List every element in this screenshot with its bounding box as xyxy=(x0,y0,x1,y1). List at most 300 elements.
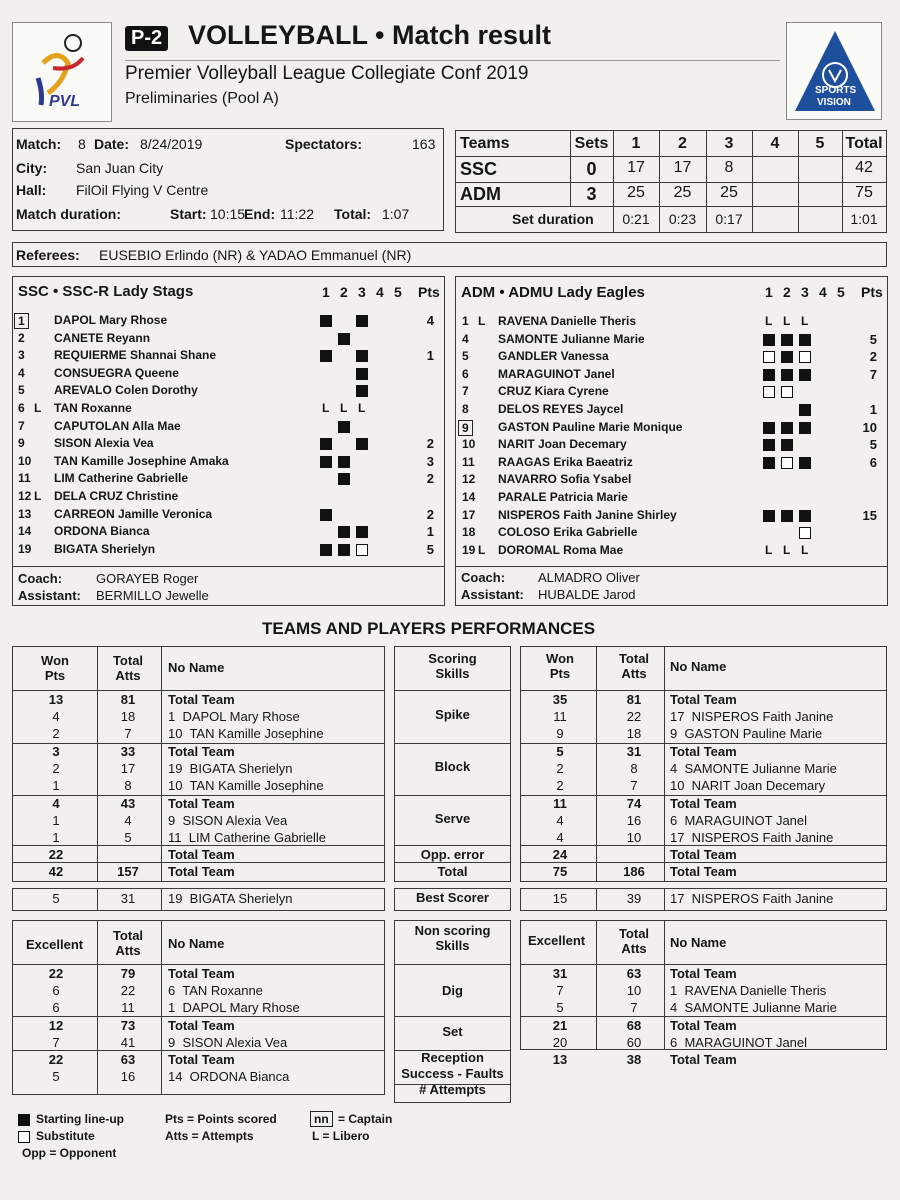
set4-header: 4 xyxy=(770,135,780,152)
ns-player-name: 1 DAPOL Mary Rhose xyxy=(168,1000,300,1015)
skill-label: Spike xyxy=(435,707,470,722)
player-number: 10 xyxy=(18,453,32,468)
won-value: 75 xyxy=(552,864,568,879)
set-header-4: 4 xyxy=(376,284,384,300)
starter-square xyxy=(763,369,775,381)
grid-vline xyxy=(97,888,98,911)
ns-player-name: Total Team xyxy=(670,1052,737,1067)
team2-code: ADM xyxy=(460,184,501,204)
excellent-value: 6 xyxy=(52,1000,60,1015)
starter-square xyxy=(320,509,332,521)
excellent-header: Excellent xyxy=(26,937,84,952)
libero-set-mark: L xyxy=(322,401,330,415)
player-number: 1 xyxy=(462,314,469,328)
player-points: 4 xyxy=(426,313,434,328)
won-value: 4 xyxy=(556,830,564,845)
atts-value: 8 xyxy=(124,778,132,793)
team2-set3: 25 xyxy=(720,184,738,201)
sports-vision-text1: SPORTS xyxy=(815,85,857,96)
starter-square xyxy=(338,333,350,345)
atts-value: 81 xyxy=(120,692,136,707)
total-atts-header: Total Atts xyxy=(112,653,144,683)
grid-hline xyxy=(394,862,511,863)
grid-hline xyxy=(520,1016,887,1017)
grid-vline xyxy=(161,646,162,882)
grid-vline xyxy=(664,646,665,882)
player-name: CRUZ Kiara Cyrene xyxy=(498,384,609,399)
starter-square xyxy=(781,334,793,346)
set-header-4: 4 xyxy=(819,284,827,300)
legend-atts: Atts = Attempts xyxy=(165,1129,254,1143)
ns-atts-value: 38 xyxy=(626,1052,642,1067)
starter-square xyxy=(799,334,811,346)
grid-hline xyxy=(394,795,511,796)
player-number: 8 xyxy=(462,402,469,416)
player-number: 6 xyxy=(18,401,25,415)
won-value: 9 xyxy=(556,726,564,741)
atts-value: 8 xyxy=(630,761,638,776)
skill-label: Opp. error xyxy=(420,847,485,862)
starter-square xyxy=(356,350,368,362)
player-name: SISON Alexia Vea xyxy=(54,436,154,451)
set3-duration: 0:17 xyxy=(715,211,743,227)
player-number: 4 xyxy=(18,365,25,380)
sets-header: Sets xyxy=(574,135,609,152)
player-name: PARALE Patricia Marie xyxy=(498,490,628,504)
player-name: CAPUTOLAN Alla Mae xyxy=(54,418,181,433)
skill-label: Set xyxy=(442,1024,463,1039)
grid-hline xyxy=(520,845,887,846)
libero-set-mark: L xyxy=(340,401,348,415)
player-name: RAVENA Danielle Theris xyxy=(498,314,637,328)
total-time: 1:07 xyxy=(382,206,410,222)
libero-set-mark: L xyxy=(783,314,791,328)
won-value: 2 xyxy=(52,761,60,776)
player-points: 2 xyxy=(426,471,434,487)
set2-header: 2 xyxy=(678,135,687,152)
referees-box xyxy=(12,242,887,267)
page-title: VOLLEYBALL • Match result xyxy=(188,20,551,50)
player-name: 11 LIM Catherine Gabrielle xyxy=(168,830,327,845)
set-header-1: 1 xyxy=(765,284,773,300)
starting-lineup-icon xyxy=(18,1114,30,1126)
teams-header: Teams xyxy=(460,135,510,152)
best-name: 17 NISPEROS Faith Janine xyxy=(670,891,834,906)
date-label: Date: xyxy=(94,136,130,152)
start-time: 10:15 xyxy=(210,206,246,222)
player-points: 2 xyxy=(869,349,877,365)
ns-player-name: 6 MARAGUINOT Janel xyxy=(670,1035,808,1050)
player-points: 7 xyxy=(869,366,877,382)
hall-value: FilOil Flying V Centre xyxy=(76,182,209,198)
player-name: Total Team xyxy=(670,796,737,811)
set-header-3: 3 xyxy=(801,284,809,300)
grid-vline xyxy=(596,646,597,882)
grid-hline xyxy=(520,862,887,863)
set1-header: 1 xyxy=(631,135,641,152)
ns-player-name: 6 TAN Roxanne xyxy=(168,983,263,998)
excellent-value: 5 xyxy=(52,1069,60,1084)
player-number: 12 xyxy=(18,489,32,503)
team-b-coach: ALMADRO Oliver xyxy=(538,570,640,585)
team2-sets: 3 xyxy=(586,184,597,204)
starter-square xyxy=(356,315,368,327)
skill-label: Block xyxy=(434,759,471,774)
ns-total-atts-header: Total Atts xyxy=(112,928,144,958)
score-grid xyxy=(455,130,887,233)
won-value: 4 xyxy=(52,709,60,724)
grid-vline xyxy=(596,888,597,911)
starter-square xyxy=(763,457,775,469)
player-points: 2 xyxy=(426,506,434,522)
player-number: 6 xyxy=(462,366,469,381)
grid-vline xyxy=(97,920,98,1095)
won-value: 4 xyxy=(556,813,564,828)
player-number: 12 xyxy=(462,472,476,487)
grid-vline xyxy=(596,920,597,1050)
spectators-count: 163 xyxy=(412,136,436,152)
best-name: 19 BIGATA Sherielyn xyxy=(168,891,293,906)
skill-label: Serve xyxy=(434,811,471,826)
ns-noname-header: No Name xyxy=(168,936,225,951)
player-name: Total Team xyxy=(670,744,737,759)
ns-atts-value: 41 xyxy=(120,1035,136,1050)
phase-name: Preliminaries (Pool A) xyxy=(125,90,279,107)
set-header-5: 5 xyxy=(837,284,845,300)
player-name: AREVALO Colen Dorothy xyxy=(54,383,198,398)
player-name: GANDLER Vanessa xyxy=(498,349,609,364)
player-name: 10 NARIT Joan Decemary xyxy=(670,778,826,793)
starter-square xyxy=(338,421,350,433)
player-points: 3 xyxy=(426,453,434,469)
starter-square xyxy=(338,456,350,468)
player-name: 17 NISPEROS Faith Janine xyxy=(670,709,834,724)
player-name: 1 DAPOL Mary Rhose xyxy=(168,709,300,724)
best-won: 15 xyxy=(552,891,568,906)
atts-value: 18 xyxy=(120,709,136,724)
best-atts: 39 xyxy=(626,891,642,906)
player-name: 19 BIGATA Sherielyn xyxy=(168,761,293,776)
ns-atts-value: 79 xyxy=(120,966,136,981)
ns-atts-value: 63 xyxy=(120,1052,136,1067)
substitute-square xyxy=(781,457,793,469)
starter-square xyxy=(338,473,350,485)
reception-label: Reception Success - Faults # Attempts xyxy=(401,1050,504,1097)
ns-atts-value: 22 xyxy=(120,983,136,998)
player-name: NISPEROS Faith Janine Shirley xyxy=(498,507,677,522)
player-name: BIGATA Sherielyn xyxy=(54,541,156,556)
starter-square xyxy=(781,369,793,381)
ns-player-name: Total Team xyxy=(670,1018,737,1033)
player-number: 10 xyxy=(462,437,476,452)
team2-set2: 25 xyxy=(673,184,692,201)
player-name: DOROMAL Roma Mae xyxy=(498,542,624,557)
pvl-logo-text: PVL xyxy=(49,93,81,110)
player-name: 10 TAN Kamille Josephine xyxy=(168,726,324,741)
performances-title: TEAMS AND PLAYERS PERFORMANCES xyxy=(262,619,596,638)
team-b-title: ADM • ADMU Lady Eagles xyxy=(461,284,645,301)
grid-hline xyxy=(12,862,385,863)
legend-opp: Opp = Opponent xyxy=(22,1146,117,1160)
match-date: 8/24/2019 xyxy=(140,136,203,152)
team2-set1: 25 xyxy=(627,184,645,201)
player-name: Total Team xyxy=(670,847,737,862)
player-name: Total Team xyxy=(168,692,235,707)
player-name: NARIT Joan Decemary xyxy=(498,437,627,452)
atts-value: 81 xyxy=(626,692,642,707)
legend-captain-box: nn xyxy=(310,1111,333,1127)
set-header-5: 5 xyxy=(394,284,402,300)
ns-atts-value: 16 xyxy=(120,1069,136,1084)
player-name: SAMONTE Julianne Marie xyxy=(498,331,645,346)
player-points: 5 xyxy=(869,331,877,347)
starter-square xyxy=(781,510,793,522)
player-name: COLOSO Erika Gabrielle xyxy=(498,525,638,540)
starter-square xyxy=(799,457,811,469)
won-value: 4 xyxy=(52,796,60,811)
duration-label: Match duration: xyxy=(16,206,121,222)
libero-mark: L xyxy=(34,489,42,503)
starter-square xyxy=(763,422,775,434)
referees-label: Referees: xyxy=(16,247,80,263)
player-name: CARREON Jamille Veronica xyxy=(54,506,213,521)
legend-captain: = Captain xyxy=(338,1112,393,1126)
player-number: 18 xyxy=(462,525,476,540)
player-number: 14 xyxy=(462,490,476,504)
player-name: MARAGUINOT Janel xyxy=(498,366,615,381)
player-name: TAN Kamille Josephine Amaka xyxy=(54,453,229,468)
team1-set2: 17 xyxy=(673,159,692,176)
starter-square xyxy=(799,369,811,381)
starter-square xyxy=(320,456,332,468)
set-header-2: 2 xyxy=(783,284,791,300)
team1-set1: 17 xyxy=(627,159,645,176)
won-value: 11 xyxy=(553,796,567,811)
substitute-icon xyxy=(18,1131,30,1143)
starter-square xyxy=(799,510,811,522)
player-name: NAVARRO Sofia Ysabel xyxy=(498,472,632,487)
won-value: 42 xyxy=(48,864,64,879)
won-value: 35 xyxy=(552,692,568,707)
noname-header-right: No Name xyxy=(670,659,727,674)
player-number: 13 xyxy=(18,506,32,521)
sports-vision-text2: VISION xyxy=(817,97,851,108)
skill-label: Total xyxy=(437,864,468,879)
team1-sets: 0 xyxy=(586,159,597,179)
team-b-assistant: HUBALDE Jarod xyxy=(538,587,636,602)
player-name: Total Team xyxy=(168,744,235,759)
pts-header: Pts xyxy=(418,284,440,300)
team-a-coach-label: Coach: xyxy=(18,571,63,586)
atts-value: 7 xyxy=(630,778,638,793)
libero-set-mark: L xyxy=(801,314,809,328)
starter-square xyxy=(320,438,332,450)
atts-value: 16 xyxy=(626,813,642,828)
ns-player-name: Total Team xyxy=(670,966,737,981)
won-value: 22 xyxy=(48,847,64,862)
starter-square xyxy=(356,438,368,450)
player-points: 5 xyxy=(869,437,877,453)
player-name: DELA CRUZ Christine xyxy=(54,489,179,503)
best-scorer-label: Best Scorer xyxy=(416,890,489,905)
starter-square xyxy=(320,544,332,556)
set3-header: 3 xyxy=(724,135,734,152)
grid-vline xyxy=(664,920,665,1050)
libero-set-mark: L xyxy=(801,542,809,557)
ns-atts-value: 10 xyxy=(626,983,642,998)
player-name: RAAGAS Erika Baeatriz xyxy=(498,454,633,469)
player-name: CANETE Reyann xyxy=(54,330,151,345)
grid-hline xyxy=(394,845,511,846)
atts-value: 186 xyxy=(623,864,645,879)
player-name: DELOS REYES Jaycel xyxy=(498,402,624,416)
player-name: Total Team xyxy=(670,692,737,707)
atts-value: 7 xyxy=(124,726,132,741)
player-number: 3 xyxy=(18,348,25,363)
won-value: 13 xyxy=(48,692,64,707)
ns-player-name: Total Team xyxy=(168,966,235,981)
starter-square xyxy=(356,368,368,380)
grid-hline xyxy=(394,690,511,691)
starter-square xyxy=(320,350,332,362)
team1-code: SSC xyxy=(460,159,498,179)
team2-total: 75 xyxy=(855,184,873,201)
won-header-right: Won Pts xyxy=(546,651,574,681)
total-duration: 1:01 xyxy=(850,211,878,227)
excellent-value: 7 xyxy=(52,1035,60,1050)
player-name: 6 MARAGUINOT Janel xyxy=(670,813,808,828)
player-name: ORDONA Bianca xyxy=(54,524,150,539)
libero-set-mark: L xyxy=(765,314,773,328)
team-a-coach: GORAYEB Roger xyxy=(96,571,199,586)
city-value: San Juan City xyxy=(76,160,164,176)
atts-value: 17 xyxy=(120,761,136,776)
starter-square xyxy=(763,439,775,451)
starter-square xyxy=(320,315,332,327)
nonscoring-skills-header: Non scoring Skills xyxy=(414,923,491,953)
ns-atts-value: 73 xyxy=(120,1018,136,1033)
set-header-1: 1 xyxy=(322,284,330,300)
legend-starting: Starting line-up xyxy=(36,1112,124,1126)
best-atts: 31 xyxy=(120,891,136,906)
set2-duration: 0:23 xyxy=(668,211,697,227)
title-divider xyxy=(125,60,780,61)
starter-square xyxy=(799,404,811,416)
grid-vline xyxy=(161,920,162,1095)
city-label: City: xyxy=(16,160,48,176)
player-points: 2 xyxy=(426,436,434,452)
ns-atts-value: 11 xyxy=(121,1000,135,1015)
ns-player-name: Total Team xyxy=(168,1052,235,1067)
player-points: 6 xyxy=(869,454,877,470)
ns-atts-value: 63 xyxy=(626,966,642,981)
grid-hline xyxy=(394,743,511,744)
skill-label: Dig xyxy=(442,983,463,998)
excellent-value: 31 xyxy=(552,966,568,981)
ns-player-name: 4 SAMONTE Julianne Marie xyxy=(670,1000,837,1015)
player-number: 9 xyxy=(458,420,473,436)
starter-square xyxy=(799,422,811,434)
substitute-square xyxy=(799,351,811,363)
substitute-square xyxy=(763,351,775,363)
team-a-assistant-label: Assistant: xyxy=(18,588,81,603)
ns-player-name: 1 RAVENA Danielle Theris xyxy=(670,983,827,998)
atts-value: 10 xyxy=(626,830,642,845)
set-header-2: 2 xyxy=(340,284,348,300)
atts-value: 74 xyxy=(626,796,642,811)
player-number: 2 xyxy=(18,330,25,345)
grid-hline xyxy=(12,845,385,846)
player-name: 4 SAMONTE Julianne Marie xyxy=(670,761,837,776)
team-a-title: SSC • SSC-R Lady Stags xyxy=(18,283,194,300)
excellent-value: 7 xyxy=(556,983,564,998)
scoring-skills-header: Scoring Skills xyxy=(428,651,477,681)
player-number: 1 xyxy=(14,313,29,329)
match-label: Match: xyxy=(16,136,62,152)
set5-header: 5 xyxy=(815,135,825,152)
substitute-square xyxy=(356,544,368,556)
atts-value: 33 xyxy=(120,744,136,759)
team-b-coach-label: Coach: xyxy=(461,570,506,585)
player-name: CONSUEGRA Queene xyxy=(54,365,179,380)
player-number: 11 xyxy=(18,471,31,486)
start-label: Start: xyxy=(170,206,207,222)
starter-square xyxy=(781,422,793,434)
grid-hline xyxy=(394,964,511,965)
won-value: 3 xyxy=(52,744,60,759)
excellent-value: 13 xyxy=(552,1052,568,1067)
page-badge: P-2 xyxy=(125,26,168,51)
libero-set-mark: L xyxy=(783,542,791,557)
atts-value: 43 xyxy=(120,796,136,811)
grid-vline xyxy=(664,888,665,911)
excellent-value: 20 xyxy=(552,1035,568,1050)
match-number: 8 xyxy=(78,136,86,152)
legend-pts: Pts = Points scored xyxy=(165,1112,277,1126)
won-value: 1 xyxy=(52,778,60,793)
ns-atts-value: 7 xyxy=(630,1000,638,1015)
competition-name: Premier Volleyball League Collegiate Conf 2019 xyxy=(125,63,529,84)
pvl-logo xyxy=(12,22,112,122)
ns-atts-value: 68 xyxy=(626,1018,642,1033)
libero-set-mark: L xyxy=(765,542,773,557)
player-number: 11 xyxy=(462,454,475,469)
player-points: 1 xyxy=(426,524,434,540)
player-name: LIM Catherine Gabrielle xyxy=(54,471,189,486)
substitute-square xyxy=(781,386,793,398)
excellent-value: 22 xyxy=(48,1052,64,1067)
player-number: 9 xyxy=(18,436,25,451)
excellent-value: 5 xyxy=(556,1000,564,1015)
player-number: 5 xyxy=(462,349,469,364)
ns-total-atts-header-right: Total Atts xyxy=(618,926,650,956)
player-points: 15 xyxy=(862,507,877,523)
player-number: 7 xyxy=(18,418,25,433)
grid-hline xyxy=(12,1016,385,1017)
team-a-assistant: BERMILLO Jewelle xyxy=(96,588,209,603)
won-value: 5 xyxy=(556,744,564,759)
team1-total: 42 xyxy=(855,159,873,176)
player-points: 10 xyxy=(862,419,877,435)
player-name: TAN Roxanne xyxy=(54,401,132,415)
referees-names: EUSEBIO Erlindo (NR) & YADAO Emmanuel (NR) xyxy=(99,247,412,263)
hall-label: Hall: xyxy=(16,182,47,198)
starter-square xyxy=(763,510,775,522)
ns-atts-value: 60 xyxy=(626,1035,642,1050)
legend-libero: L = Libero xyxy=(312,1129,370,1143)
set1-duration: 0:21 xyxy=(622,211,650,227)
excellent-value: 6 xyxy=(52,983,60,998)
